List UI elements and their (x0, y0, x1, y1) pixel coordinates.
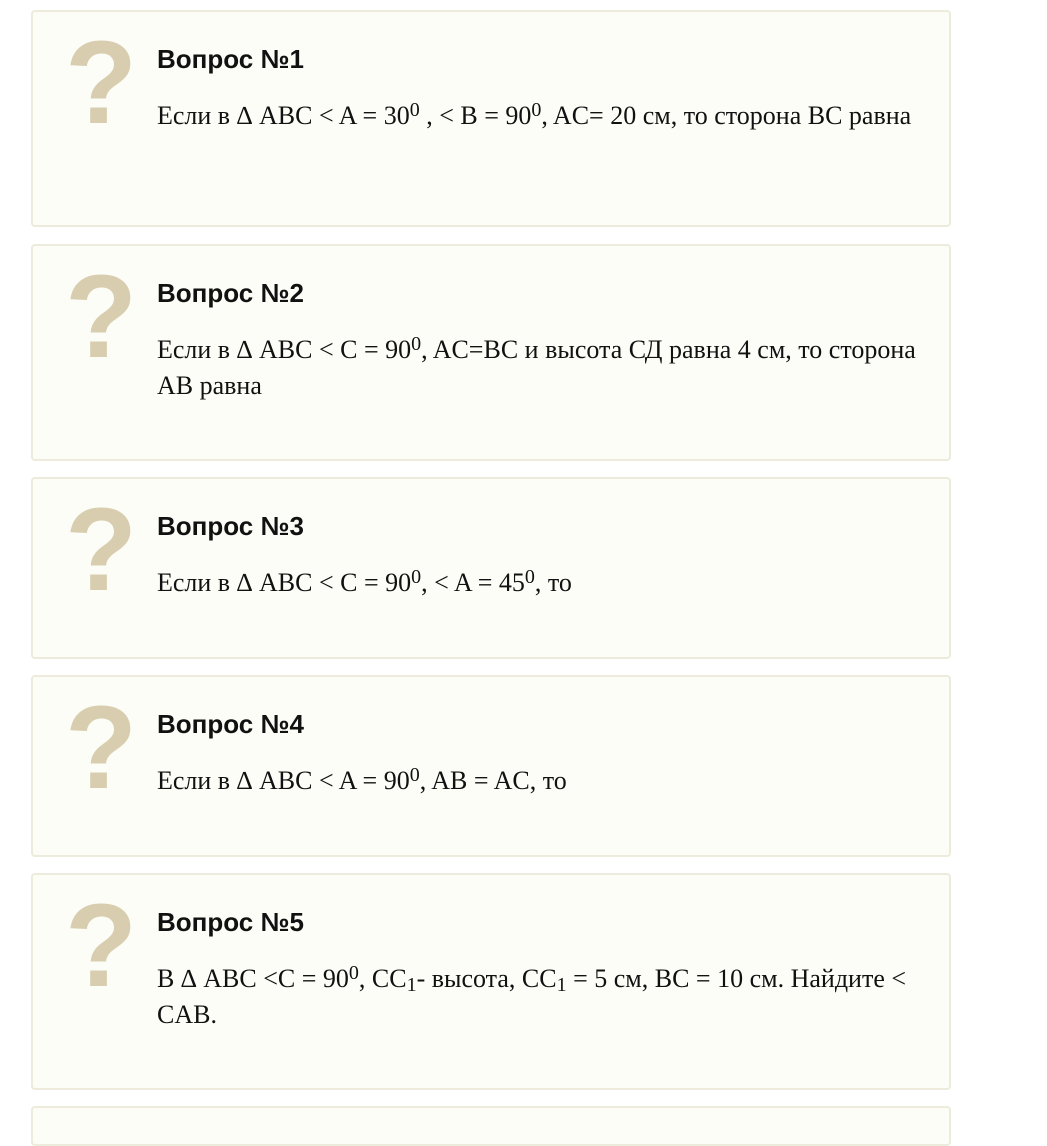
question-mark-icon: ? (65, 17, 138, 149)
superscript: 0 (409, 764, 420, 786)
subscript: 1 (406, 974, 417, 996)
question-text: Если в ∆ ABC < $A = 30^0$ , < $B = 90^0$, AC= 20 см, то сторона BC равна (157, 99, 912, 130)
superscript: 0 (409, 99, 420, 121)
superscript: 0 (348, 962, 359, 984)
question-title: Вопрос №4 (157, 709, 304, 739)
superscript: 0 (531, 99, 542, 121)
question-text: Если в ∆ ABC < $C = 90^0$, AC=BC и высота СД равна 4 см, то сторона AB равна (157, 333, 916, 400)
question-mark-icon: ? (65, 682, 138, 814)
superscript: 0 (411, 333, 422, 355)
question-text: Если в ∆ ABC < $C = 90^0$, < $A = 45^0$, то (157, 566, 572, 597)
question-mark-icon: ? (65, 484, 138, 616)
question-card (31, 477, 951, 659)
question-title: Вопрос №5 (157, 907, 304, 937)
question-card-partial (31, 1106, 951, 1146)
superscript: 0 (524, 566, 535, 588)
question-card (31, 10, 951, 227)
question-text: В ∆ ABC $<C = 90^0$, $CC_1-$ высота, $CC_1 = 5$ см, BC = 10 см. Найдите < CAB. (157, 962, 907, 1029)
question-card (31, 244, 951, 461)
question-text: Если в ∆ ABC < $A = 90^0$, AB = AC, то (157, 764, 567, 795)
question-title: Вопрос №1 (157, 44, 304, 74)
question-card (31, 675, 951, 857)
superscript: 0 (411, 566, 422, 588)
question-title: Вопрос №2 (157, 278, 304, 308)
subscript: 1 (556, 974, 567, 996)
question-mark-icon: ? (65, 880, 138, 1012)
question-mark-icon: ? (65, 251, 138, 383)
question-card (31, 873, 951, 1090)
question-title: Вопрос №3 (157, 511, 304, 541)
